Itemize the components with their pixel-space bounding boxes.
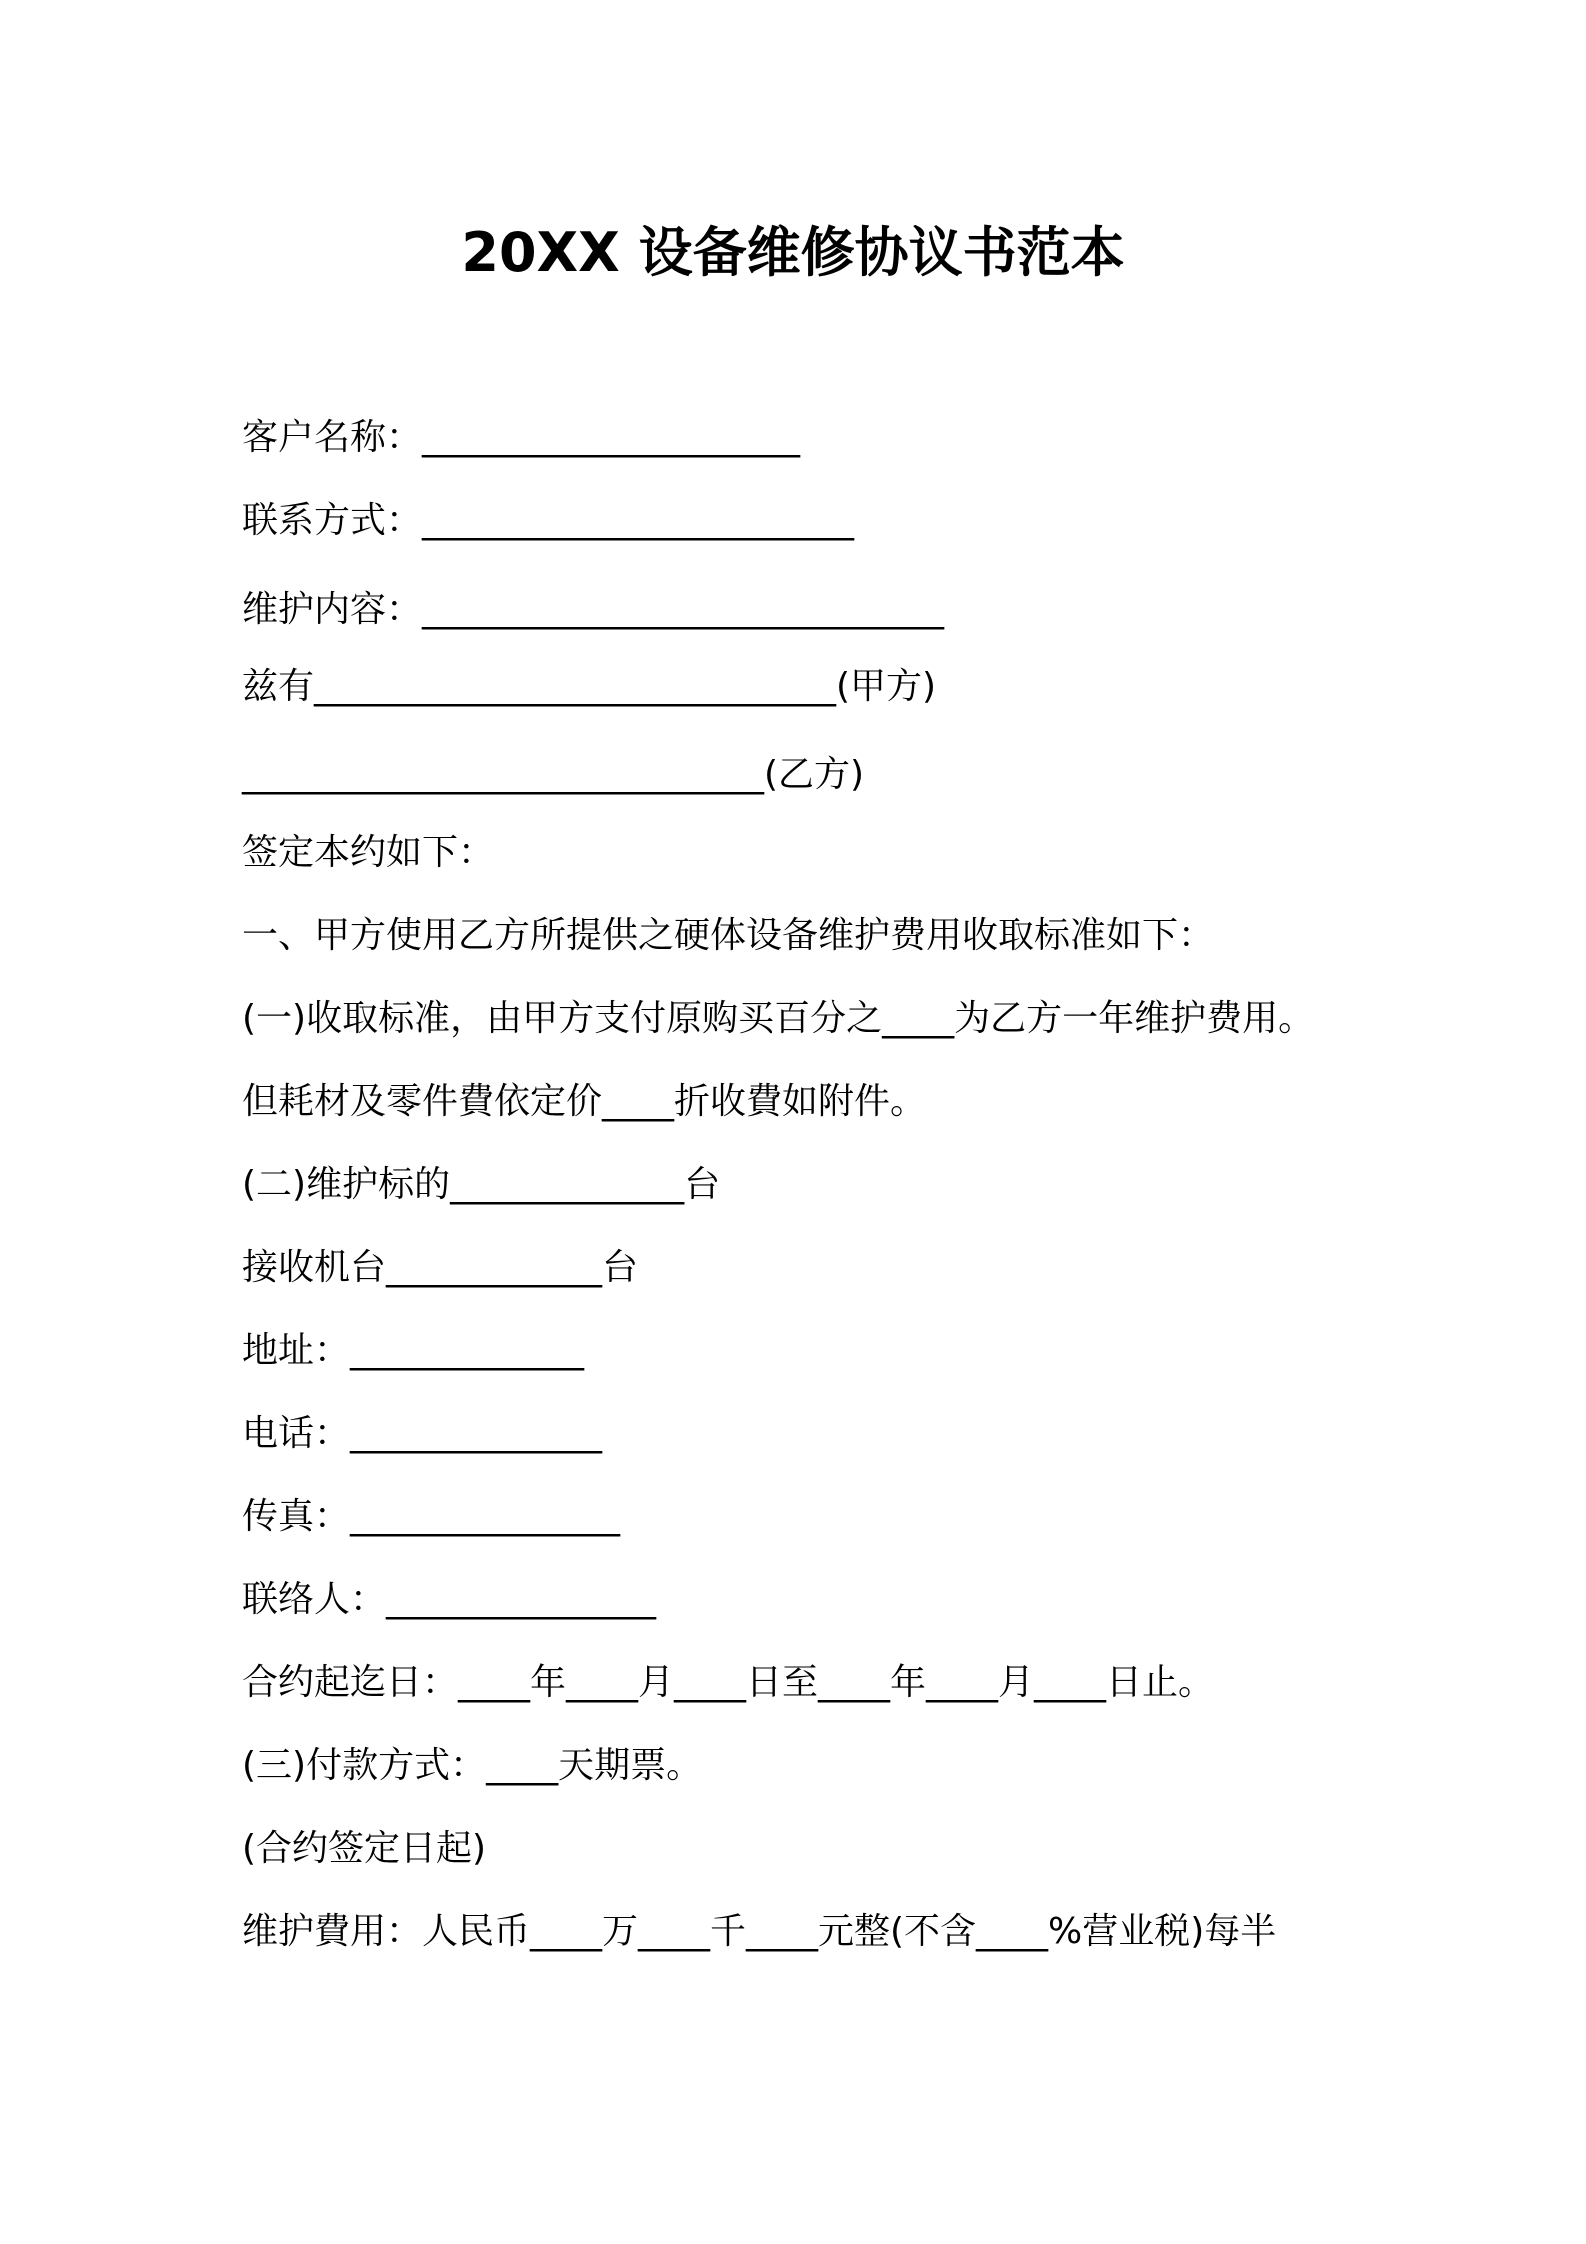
phone-line: 电话：______________ (242, 1413, 603, 1454)
address-line: 地址：_____________ (242, 1330, 585, 1371)
contract-period-line: 合约起迄日：____年____月____日至____年____月____日止。 (242, 1662, 1215, 1703)
receiver-units-line: 接收机台____________台 (242, 1247, 639, 1288)
section-one-heading: 一、甲方使用乙方所提供之硬体设备维护费用收取标准如下： (242, 915, 1215, 956)
customer-name-line: 客户名称：_____________________ (242, 417, 801, 458)
signing-date-note-line: (合约签定日起) (242, 1828, 487, 1869)
maintenance-target-line: (二)维护标的_____________台 (242, 1164, 721, 1205)
maintenance-fee-line: 维护費用：人民币____万____千____元整(不含____%营业税)每半 (242, 1911, 1277, 1952)
maintenance-content-line: 维护内容：_____________________________ (242, 589, 945, 630)
fee-standard-line: (一)收取标准，由甲方支付原购买百分之____为乙方一年维护费用。 (242, 998, 1315, 1039)
contact-method-line: 联系方式：________________________ (242, 500, 855, 541)
consumables-fee-line: 但耗材及零件費依定价____折收費如附件。 (242, 1081, 927, 1122)
party-b-line: _____________________________(乙方) (242, 754, 865, 795)
party-a-line: 兹有_____________________________(甲方) (242, 666, 937, 707)
payment-method-line: (三)付款方式：____天期票。 (242, 1745, 703, 1786)
fax-line: 传真：_______________ (242, 1496, 621, 1537)
document-title: 20XX 设备维修协议书范本 (461, 221, 1125, 284)
contact-person-line: 联络人：_______________ (242, 1579, 657, 1620)
agreement-intro-line: 签定本约如下： (242, 832, 495, 873)
